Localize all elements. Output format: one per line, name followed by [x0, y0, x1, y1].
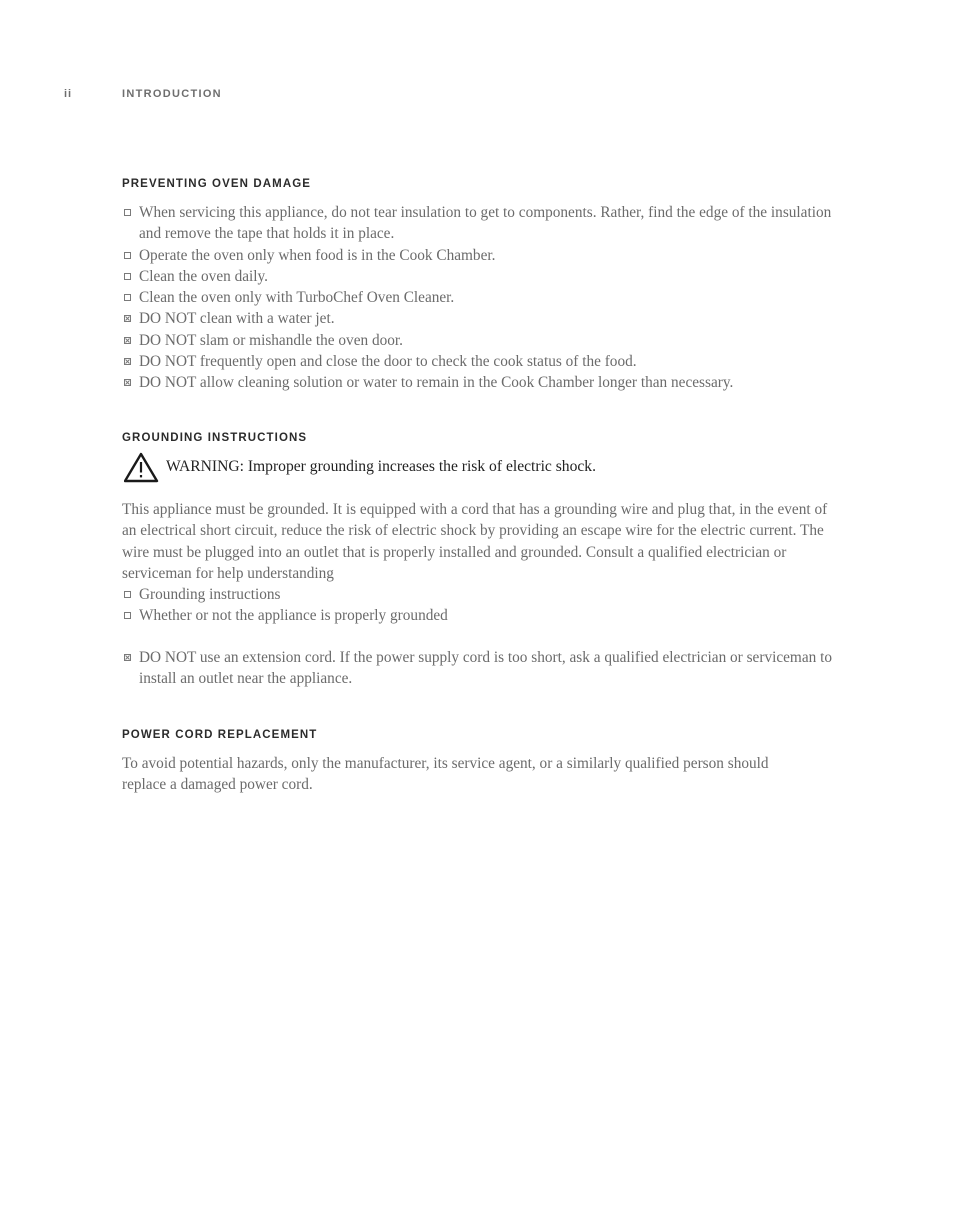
checkbox-bullet-icon: [124, 209, 131, 216]
grounding-warning: [122, 452, 822, 484]
checkbox-bullet-icon: [124, 612, 131, 619]
list-item: DO NOT slam or mishandle the oven door.: [122, 330, 842, 351]
extension-cord-warning: [122, 647, 842, 690]
running-header: [0, 88, 954, 102]
list-item: When servicing this appliance, do not tear insulation to get to components. Rather, find the edge of the insulation and remove the tape that holds it in place.: [122, 202, 842, 245]
list-item: DO NOT clean with a water jet.: [122, 308, 842, 329]
grounding-list: [122, 584, 842, 627]
list-item: Clean the oven only with TurboChef Oven Cleaner.: [122, 287, 842, 308]
list-item: DO NOT allow cleaning solution or water to remain in the Cook Chamber longer than necessary.: [122, 372, 842, 393]
heading-power-cord-replacement: POWER CORD REPLACEMENT: [122, 729, 318, 741]
grounding-body: This appliance must be grounded. It is equipped with a cord that has a grounding wire and plug that, in the event of an electrical short circuit, reduce the risk of electric shock by providing an escape wire for the electric current. The wire must be plugged into an outlet that is properly installed and grounded. Consult a qualified electrician or serviceman for help understanding: [122, 501, 828, 582]
checkbox-bullet-icon: [124, 273, 131, 280]
warning-text: WARNING: Improper grounding increases the risk of electric shock.: [166, 458, 596, 475]
list-item: Grounding instructions: [122, 584, 842, 605]
prohibited-bullet-icon: [124, 358, 131, 365]
prohibited-bullet-icon: [124, 654, 131, 661]
list-item: Whether or not the appliance is properly grounded: [122, 605, 842, 626]
checkbox-bullet-icon: [124, 252, 131, 259]
prohibited-bullet-icon: [124, 379, 131, 386]
list-item: Clean the oven daily.: [122, 266, 842, 287]
list-item: DO NOT frequently open and close the door to check the cook status of the food.: [122, 351, 842, 372]
list-item: Operate the oven only when food is in the Cook Chamber.: [122, 245, 842, 266]
checkbox-bullet-icon: [124, 591, 131, 598]
power-cord-body: To avoid potential hazards, only the manufacturer, its service agent, or a similarly qualified person should replace a damaged power cord.: [122, 755, 769, 794]
heading-grounding-instructions: GROUNDING INSTRUCTIONS: [122, 432, 308, 444]
section-title: INTRODUCTION: [122, 88, 222, 100]
heading-preventing-oven-damage: PREVENTING OVEN DAMAGE: [122, 178, 312, 190]
prohibited-bullet-icon: [124, 337, 131, 344]
list-item: DO NOT use an extension cord. If the power supply cord is too short, ask a qualified electrician or serviceman to install an outlet near the appliance.: [122, 647, 842, 690]
checkbox-bullet-icon: [124, 294, 131, 301]
prohibited-bullet-icon: [124, 315, 131, 322]
page-number: ii: [64, 88, 73, 100]
preventing-list: [122, 202, 842, 394]
warning-triangle-icon: [124, 452, 160, 484]
